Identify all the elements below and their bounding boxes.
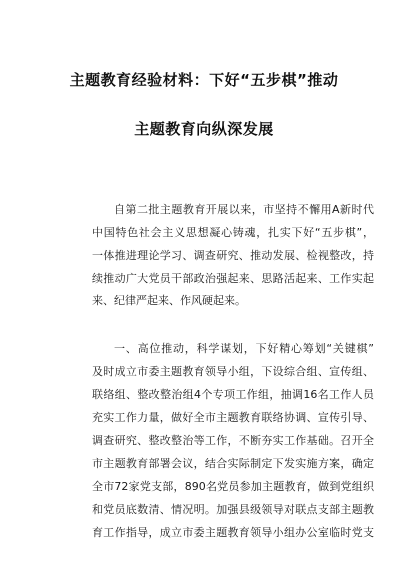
document-title-line-1: 主题教育经验材料：下好“五步棋”推动 bbox=[69, 71, 339, 89]
paragraph-2-line-7: 全市72家党支部，890名党员参加主题教育，做到党组织 bbox=[92, 480, 374, 493]
paragraph-2-line-8: 和党员底数清、情况明。加强县级领导对联点支部主题教 bbox=[92, 503, 374, 516]
paragraph-1-line-5: 来、纪律严起来、作风硬起来。 bbox=[92, 294, 246, 307]
paragraph-1-line-3: 一体推进理论学习、调查研究、推动发展、检视整改，持 bbox=[92, 249, 374, 262]
paragraph-1-line-4: 续推动广大党员干部政治强起来、思路活起来、工作实起 bbox=[92, 272, 374, 285]
paragraph-2-line-2: 及时成立市委主题教育领导小组，下设综合组、宣传组、 bbox=[92, 365, 374, 378]
paragraph-2-line-9: 育工作指导，成立市委主题教育领导小组办公室临时党支 bbox=[92, 526, 374, 539]
document-title-line-2: 主题教育向纵深发展 bbox=[134, 120, 274, 138]
paragraph-1-line-1: 自第二批主题教育开展以来，市坚持不懈用A新时代 bbox=[114, 203, 374, 216]
paragraph-1-line-2: 中国特色社会主义思想凝心铸魂，扎实下好“五步棋”， bbox=[92, 226, 374, 239]
paragraph-2-line-5: 调查研究、整改整治等工作，不断夯实工作基础。召开全 bbox=[92, 434, 374, 447]
paragraph-2-line-1: 一、高位推动，科学谋划，下好精心筹划“关键棋” bbox=[114, 342, 374, 355]
paragraph-2-line-4: 充实工作力量，做好全市主题教育联络协调、宣传引导、 bbox=[92, 411, 374, 424]
paragraph-2-line-3: 联络组、整改整治组4个专项工作组，抽调16名工作人员 bbox=[92, 388, 374, 401]
paragraph-2-line-6: 市主题教育部署会议，结合实际制定下发实施方案，确定 bbox=[92, 457, 374, 470]
